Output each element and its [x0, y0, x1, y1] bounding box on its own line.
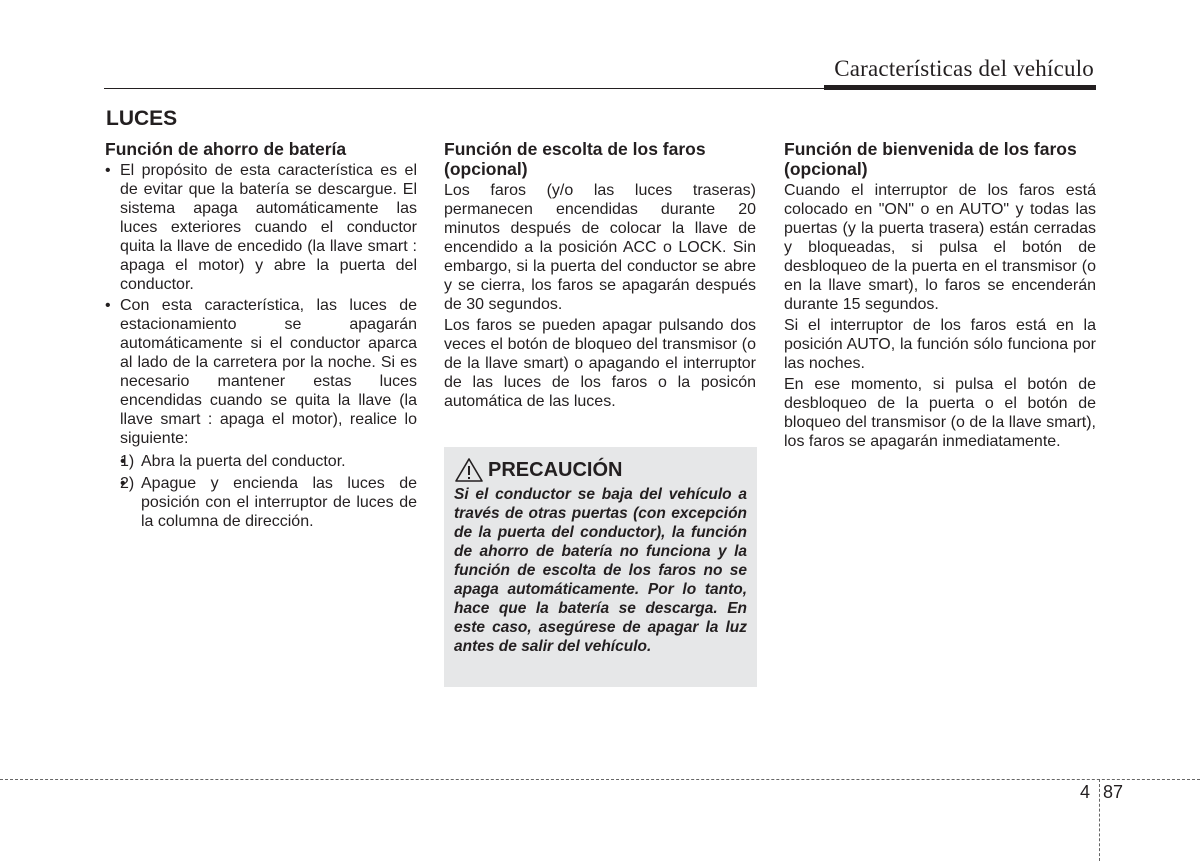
caution-text: Si el conductor se baja del vehículo a través de otras puertas (con excepción de la puerta del conductor), la función de ahorro de batería no funciona y la función de escolta de los faros no se apaga automáticamente. Por lo tanto, hace que la batería se descarga. En este caso, asegúrese de apagar la luz antes de salir del vehículo.: [454, 486, 747, 655]
step-number: • 1): [120, 453, 135, 470]
running-header-title: Características del vehículo: [834, 56, 1094, 81]
paragraph: Cuando el interruptor de los faros está colocado en "ON" o en AUTO" y todas las puertas (y la puerta trasera) están cerradas y bloqueadas, si pulsa el botón de desbloqueo de la puerta en el transmisor (o en la llave smart), lo faros se encenderán durante 15 segundos.: [784, 182, 1096, 313]
chapter-number: 4: [1080, 782, 1091, 802]
battery-saver-heading: Función de ahorro de batería: [105, 139, 347, 159]
section-title: LUCES: [106, 107, 178, 130]
column-battery-saver: [105, 139, 417, 534]
page-number-divider: [1099, 779, 1100, 861]
column-welcome-light: [784, 139, 1096, 453]
column-headlight-escort: [444, 139, 756, 413]
step-item: [120, 452, 417, 471]
paragraph: Si el interruptor de los faros está en la posición AUTO, la función sólo funciona por las noches.: [784, 317, 1096, 372]
welcome-light-heading: Función de bienvenida de los faros (opcional): [784, 139, 1077, 179]
bullet-text: Con esta característica, las luces de estacionamiento se apagarán automáticamente si el conductor aparca al lado de la carretera por la noche. Si es necesario mantener estas luces encendidas cuando se quita la llave (la llave smart : apaga el motor), realice lo siguiente:: [120, 297, 417, 447]
caution-box: [444, 447, 757, 687]
headlight-escort-heading: Función de escolta de los faros (opcional): [444, 139, 706, 179]
footer-divider: [0, 779, 1200, 780]
caution-header: [454, 457, 747, 483]
paragraph: En ese momento, si pulsa el botón de desbloqueo de la puerta o el botón de bloqueo del transmisor (o de la llave smart), los faros se apagarán inmediatamente.: [784, 376, 1096, 450]
bullet-item: [105, 296, 417, 531]
warning-triangle-icon: [454, 457, 488, 483]
step-text: Abra la puerta del conductor.: [141, 453, 346, 470]
header-rule-accent: [824, 85, 1096, 90]
paragraph: Los faros se pueden apagar pulsando dos veces el botón de bloqueo del transmisor (o de la llave smart) o apagando el interruptor de las luces de los faros o la posicón automática de las luces.: [444, 317, 756, 410]
step-number: • 2): [120, 475, 135, 492]
bullet-item: • El propósito de esta característica es el de evitar que la batería se descargue. El sistema apaga automáticamente las luces exteriores cuando el conductor quita la llave de encedido (la llave smart : apaga el motor) y abre la puerta del conductor.: [105, 161, 417, 294]
step-item: [120, 474, 417, 531]
step-text: Apague y encienda las luces de posición con el interruptor de luces de la columna de dirección.: [141, 475, 417, 530]
page-number: 87: [1103, 782, 1124, 802]
steps-list: [120, 452, 417, 531]
paragraph: Los faros (y/o las luces traseras) permanecen encendidas durante 20 minutos después de colocar la llave de encendido a la posición ACC o LOCK. Sin embargo, si la puerta del conductor se abre y se cierra, los faros se apagarán después de 30 segundos.: [444, 182, 756, 313]
caution-title: PRECAUCIÓN: [488, 459, 623, 481]
battery-saver-bullets: [105, 161, 417, 531]
